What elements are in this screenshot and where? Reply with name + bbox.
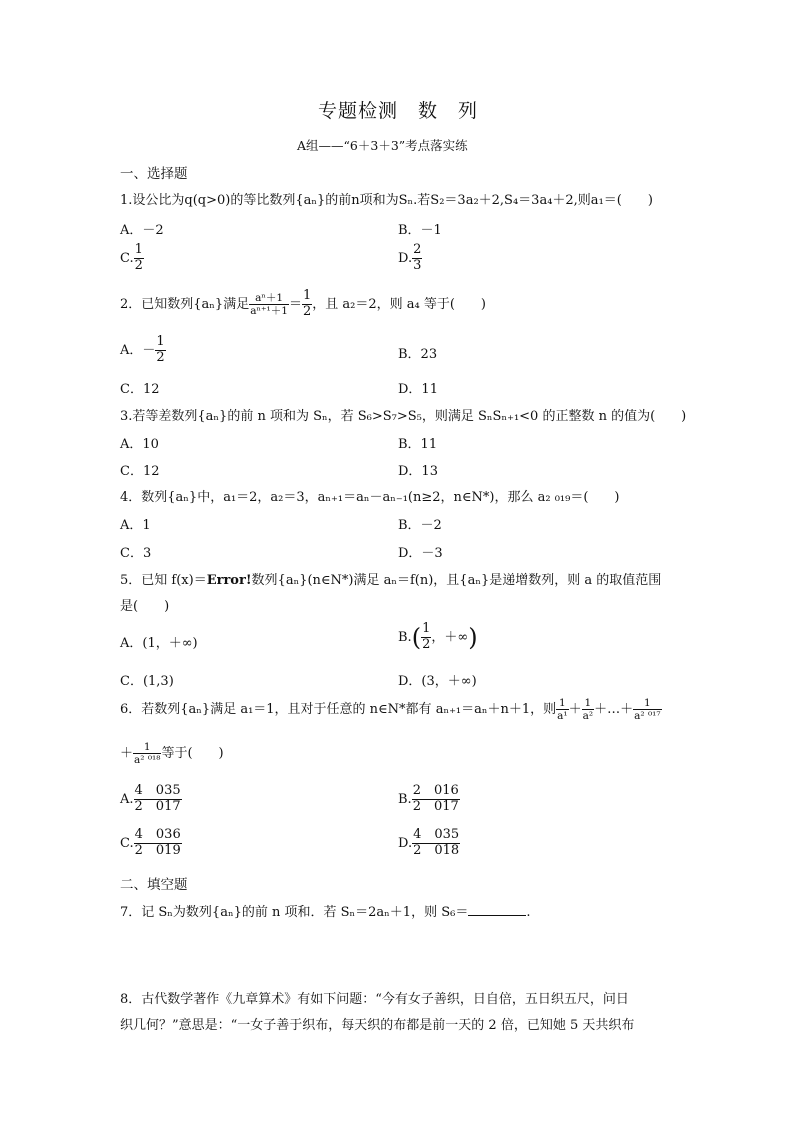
q2-option-a-num: 1 bbox=[156, 334, 165, 349]
q5-option-b-tail: ，＋∞ bbox=[431, 629, 469, 645]
q5-option-b-fraction bbox=[421, 622, 431, 653]
q6-term3-num: 1 bbox=[633, 697, 661, 710]
q6-option-d-fraction bbox=[412, 828, 460, 859]
q2-stem-pre: 2．已知数列{aₙ}满足 bbox=[120, 296, 250, 312]
q2-equals: ＝ bbox=[288, 296, 302, 312]
q3-stem: 3.若等差数列{aₙ}的前 n 项和为 Sₙ，若 S₆>S₇>S₅，则满足 SₙSₙ₊₁<0 的正整数 n 的值为( ) bbox=[120, 409, 687, 424]
q6-option-d-num: 4 035 bbox=[413, 827, 460, 842]
q1-option-c-label: C. bbox=[120, 250, 134, 266]
q7-stem bbox=[120, 901, 530, 920]
q3-option-a: A．10 bbox=[120, 437, 159, 452]
q6-option-d bbox=[398, 828, 460, 859]
q3-option-d: D．13 bbox=[398, 464, 438, 479]
q2-option-a-label: A．－ bbox=[120, 342, 156, 358]
q2-ratio-fraction bbox=[249, 292, 289, 317]
q1-option-a: A．－2 bbox=[120, 223, 164, 238]
q1-option-d-fraction bbox=[412, 243, 422, 274]
q6-stem bbox=[120, 697, 662, 722]
q2-option-a-den: 2 bbox=[156, 349, 165, 365]
q2-half-fraction bbox=[302, 289, 312, 320]
q7-answer-blank bbox=[468, 905, 526, 916]
q6-option-c-num: 4 036 bbox=[134, 827, 181, 842]
q1-option-c-fraction bbox=[134, 243, 144, 274]
q6-stem-pre: 6．若数列{aₙ}满足 a₁＝1，且对于任意的 n∈N*都有 aₙ₊₁＝aₙ＋n＋1，则 bbox=[120, 702, 557, 718]
q6-option-c-label: C. bbox=[120, 835, 134, 851]
q5-error-text: Error! bbox=[206, 573, 252, 588]
q4-option-b: B．－2 bbox=[398, 518, 442, 533]
q2-half-num: 1 bbox=[302, 288, 312, 303]
q5-option-b bbox=[398, 622, 478, 653]
q6-term1-den: a¹ bbox=[557, 710, 568, 723]
q5-option-d: D．(3，＋∞) bbox=[398, 674, 477, 689]
q1-option-c-den: 2 bbox=[134, 257, 143, 273]
q6-option-a-label: A. bbox=[120, 791, 134, 807]
q6-stem-line2 bbox=[120, 741, 224, 766]
q2-stem-post: ，且 a₂＝2，则 a₄ 等于( ) bbox=[312, 296, 486, 312]
q4-stem: 4．数列{aₙ}中，a₁＝2，a₂＝3，aₙ₊₁＝aₙ－aₙ₋₁(n≥2，n∈N*)，那么 a₂ ₀₁₉＝( ) bbox=[120, 490, 620, 505]
q6-term3-den: a² ⁰¹⁷ bbox=[634, 710, 661, 723]
q1-option-d bbox=[398, 243, 422, 274]
q6-term2 bbox=[582, 697, 594, 722]
q6-plus: ＋ bbox=[568, 702, 582, 718]
q6-option-b bbox=[398, 784, 460, 815]
q6-dots: ＋…＋ bbox=[594, 702, 634, 718]
q6-term3 bbox=[633, 697, 661, 722]
q2-option-b: B．23 bbox=[398, 347, 438, 362]
q6-option-d-label: D. bbox=[398, 835, 413, 851]
q6-option-b-num: 2 016 bbox=[412, 783, 459, 798]
q2-ratio-den: aⁿ⁺¹＋1 bbox=[250, 304, 288, 317]
section-heading-fill: 二、填空题 bbox=[120, 877, 188, 893]
q1-option-c-num: 1 bbox=[134, 242, 143, 257]
q6-option-b-label: B. bbox=[398, 791, 412, 807]
q2-ratio-num: aⁿ＋1 bbox=[249, 292, 289, 305]
q5-stem-pre: 5．已知 f(x)＝ bbox=[120, 573, 207, 588]
q3-option-c: C．12 bbox=[120, 464, 160, 479]
q5-stem-line2: 是( ) bbox=[120, 599, 170, 614]
q1-option-d-label: D. bbox=[398, 250, 413, 266]
q6-term4-num: 1 bbox=[133, 741, 161, 754]
q2-option-c: C．12 bbox=[120, 382, 160, 397]
q6-term4-den: a² ⁰¹⁸ bbox=[134, 754, 161, 767]
q1-option-d-den: 3 bbox=[413, 257, 422, 273]
q6-term2-num: 1 bbox=[582, 697, 594, 710]
q6-term1-num: 1 bbox=[556, 697, 568, 710]
q6-option-c-den: 2 019 bbox=[134, 842, 181, 858]
q1-stem: 1.设公比为q(q>0)的等比数列{aₙ}的前n项和为Sₙ.若S₂＝3a₂＋2,S₄＝3a₄＋2,则a₁＝( ) bbox=[120, 193, 653, 208]
q6-option-a-fraction bbox=[134, 784, 182, 815]
page-subtitle: A组——“6＋3＋3”考点落实练 bbox=[297, 138, 468, 153]
q6-option-a-den: 2 017 bbox=[134, 798, 181, 814]
q2-option-d: D．11 bbox=[398, 382, 438, 397]
q2-option-a bbox=[120, 335, 166, 366]
q6-term4 bbox=[133, 741, 161, 766]
q7-stem-pre: 7．记 Sₙ为数列{aₙ}的前 n 项和．若 Sₙ＝2aₙ＋1，则 S₆＝ bbox=[120, 905, 469, 920]
q5-option-b-rparen: ) bbox=[468, 623, 478, 652]
q4-option-c: C．3 bbox=[120, 546, 152, 561]
q2-stem bbox=[120, 289, 486, 320]
q6-option-d-den: 2 018 bbox=[413, 842, 460, 858]
q2-half-den: 2 bbox=[302, 303, 312, 319]
q3-option-b: B．11 bbox=[398, 437, 438, 452]
q5-option-a: A．(1，＋∞) bbox=[120, 636, 198, 651]
q5-stem bbox=[120, 569, 661, 588]
q8-stem-line2: 织几何？”意思是：“一女子善于织布，每天织的布都是前一天的 2 倍，已知她 5 天共织布 bbox=[120, 1018, 635, 1033]
q1-option-c bbox=[120, 243, 144, 274]
q6-option-c-fraction bbox=[134, 828, 182, 859]
q4-option-a: A．1 bbox=[120, 518, 151, 533]
q2-option-a-fraction bbox=[155, 335, 165, 366]
q1-option-d-num: 2 bbox=[413, 242, 422, 257]
page-title: 专题检测 数 列 bbox=[318, 100, 479, 122]
q5-option-c: C．(1,3) bbox=[120, 674, 174, 689]
q4-option-d: D．－3 bbox=[398, 546, 443, 561]
q5-option-b-label: B. bbox=[398, 629, 412, 645]
q6-option-b-den: 2 017 bbox=[412, 798, 459, 814]
q6-option-a-num: 4 035 bbox=[134, 783, 181, 798]
q6-option-b-fraction bbox=[412, 784, 460, 815]
q6-option-a bbox=[120, 784, 182, 815]
q5-stem-post: 数列{aₙ}(n∈N*)满足 aₙ＝f(n)，且{aₙ}是递增数列，则 a 的取值范围 bbox=[251, 573, 662, 588]
q5-option-b-lparen: ( bbox=[411, 623, 422, 652]
q6-line2-post: 等于( ) bbox=[161, 746, 224, 762]
q5-option-b-den: 2 bbox=[422, 636, 431, 652]
q6-option-c bbox=[120, 828, 182, 859]
q5-option-b-num: 1 bbox=[422, 621, 431, 636]
q6-term1 bbox=[556, 697, 568, 722]
q7-stem-post: . bbox=[526, 905, 531, 920]
q6-line2-plus: ＋ bbox=[120, 746, 134, 762]
q8-stem-line1: 8．古代数学著作《九章算术》有如下问题：“今有女子善织，日自倍，五日织五尺，问日 bbox=[120, 992, 629, 1007]
q1-option-b: B．－1 bbox=[398, 223, 442, 238]
section-heading-choice: 一、选择题 bbox=[120, 166, 188, 182]
q6-term2-den: a² bbox=[582, 710, 594, 723]
